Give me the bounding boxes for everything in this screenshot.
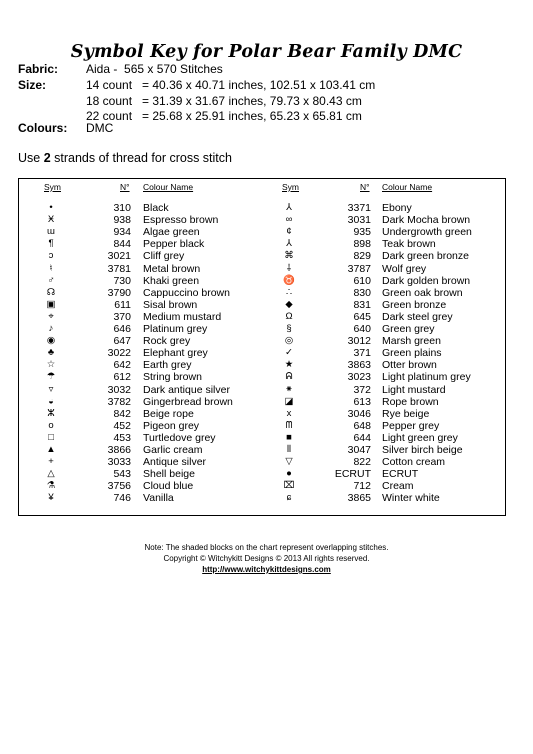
thread-number: 543: [113, 468, 131, 481]
colour-name: Dark Mocha brown: [382, 214, 471, 227]
colour-name: Turtledove grey: [143, 431, 216, 444]
colour-name: Gingerbread brown: [143, 395, 233, 408]
thread-number: 3866: [107, 444, 131, 456]
colour-name: ECRUT: [382, 468, 419, 481]
info-value: 22 count = 25.68 x 25.91 inches, 65.23 x 65.81 cm: [86, 109, 362, 123]
stitch-symbol: ⸸: [286, 262, 292, 274]
thread-number: 830: [353, 286, 371, 299]
table-row: [19, 263, 507, 275]
thread-number: 730: [113, 274, 131, 287]
colour-name: Winter white: [382, 492, 440, 505]
stitch-symbol: ◪: [284, 395, 294, 407]
thread-number: 3031: [347, 214, 371, 227]
strands-instruction: [18, 151, 232, 165]
header-name-right: Colour Name: [382, 182, 433, 192]
thread-number: 3046: [347, 407, 371, 420]
colour-name: Marsh green: [382, 335, 441, 348]
header-num-right: N°: [360, 182, 370, 192]
colour-name: Elephant grey: [143, 347, 208, 360]
colour-name: Cotton cream: [382, 456, 446, 469]
colour-name: Rock grey: [143, 335, 191, 348]
colour-name: Vanilla: [143, 492, 174, 505]
thread-number: 829: [353, 250, 371, 263]
colour-name: Ebony: [382, 202, 412, 214]
colour-name: Light mustard: [382, 383, 446, 396]
stitch-symbol: Ω: [285, 310, 293, 322]
stitch-symbol: ⵣ: [47, 407, 55, 419]
colour-name: Metal brown: [143, 262, 201, 275]
use-suffix: strands of thread for cross stitch: [50, 151, 232, 165]
thread-number: 370: [113, 310, 131, 323]
colour-name: Teak brown: [382, 238, 436, 251]
table-row: [19, 384, 507, 396]
colour-name: Dark steel grey: [382, 310, 453, 323]
colour-name: Pepper black: [143, 238, 205, 251]
thread-number: 610: [353, 274, 371, 287]
header-name-left: Colour Name: [143, 182, 194, 192]
colour-name: Shell beige: [143, 468, 195, 481]
website-link[interactable]: http://www.witchykittdesigns.com: [202, 565, 331, 574]
table-row: [19, 396, 507, 408]
thread-number: 831: [353, 298, 371, 311]
table-row: [19, 444, 507, 456]
colour-name: Wolf grey: [382, 262, 427, 275]
colour-name: Antique silver: [143, 456, 207, 469]
stitch-symbol: ∴: [285, 286, 293, 298]
stitch-symbol: □: [48, 431, 54, 443]
thread-number: 647: [113, 335, 131, 348]
stitch-symbol: ♮: [49, 262, 53, 274]
stitch-symbol: ⅄: [286, 238, 292, 250]
info-value: 18 count = 31.39 x 31.67 inches, 79.73 x 80.43 cm: [86, 93, 362, 108]
table-row: [19, 359, 507, 371]
stitch-symbol: ↄ: [48, 250, 54, 262]
stitch-symbol: ᕱ: [285, 371, 293, 383]
colour-name: Light green grey: [382, 431, 458, 444]
table-row: [19, 299, 507, 311]
stitch-symbol: ¥: [48, 492, 54, 504]
stitch-symbol: ▿: [48, 383, 54, 395]
colour-name: String brown: [143, 371, 202, 384]
stitch-symbol: ɕ: [286, 492, 292, 504]
colour-name: Rope brown: [382, 395, 439, 408]
thread-number: 3782: [107, 395, 131, 408]
stitch-symbol: ♣: [47, 347, 55, 359]
colour-name: Platinum grey: [143, 323, 208, 335]
stitch-symbol: o: [48, 419, 54, 431]
colour-name: Silver birch beige: [382, 444, 463, 456]
stitch-symbol: +: [48, 456, 54, 468]
table-row: [19, 275, 507, 287]
stitch-symbol: ◆: [285, 298, 293, 310]
thread-number: ECRUT: [334, 468, 371, 481]
table-row: [19, 226, 507, 238]
thread-number: 648: [353, 419, 371, 432]
table-row: [19, 456, 507, 468]
thread-number: 3371: [347, 202, 371, 214]
thread-number: 3021: [107, 250, 131, 263]
table-row: [19, 371, 507, 383]
colour-name: Green grey: [382, 323, 435, 335]
thread-number: 822: [353, 456, 371, 469]
stitch-symbol: ◎: [284, 335, 294, 347]
stitch-symbol: ᗰ: [285, 419, 293, 431]
colour-name: Pigeon grey: [143, 419, 200, 432]
stitch-symbol: Ӿ: [47, 214, 55, 226]
thread-number: 3790: [107, 286, 131, 299]
stitch-symbol: ¢: [286, 226, 292, 238]
stitch-symbol: ⚗: [46, 480, 56, 492]
colour-name: Green bronze: [382, 298, 447, 311]
thread-number: 938: [113, 214, 131, 227]
stitch-symbol: ♉: [283, 274, 295, 286]
thread-number: 310: [113, 202, 131, 214]
colour-name: Green plains: [382, 347, 442, 360]
stitch-symbol: ¶: [48, 238, 54, 250]
colour-name: Black: [143, 202, 169, 214]
colour-name: Dark antique silver: [143, 383, 230, 396]
info-value: 14 count = 40.36 x 40.71 inches, 102.51 x 103.41 cm: [86, 78, 376, 92]
stitch-symbol: ♂: [47, 274, 55, 286]
table-row: [19, 250, 507, 262]
colour-name: Medium mustard: [143, 310, 222, 323]
colour-name: Cloud blue: [143, 480, 194, 493]
stitch-symbol: ✓: [285, 347, 293, 359]
thread-number: 3865: [347, 492, 371, 505]
thread-number: 642: [113, 359, 131, 372]
thread-number: 3787: [347, 262, 371, 275]
stitch-symbol: ɯ: [47, 226, 55, 238]
stitch-symbol: ⁕: [285, 383, 293, 395]
stitch-symbol: ⌘: [284, 250, 294, 262]
thread-number: 844: [113, 238, 131, 251]
stitch-symbol: •: [49, 202, 53, 213]
colour-name: Garlic cream: [143, 444, 203, 456]
table-row: [19, 287, 507, 299]
colour-name: Earth grey: [143, 359, 192, 372]
thread-number: 712: [353, 480, 371, 493]
thread-number: 452: [113, 419, 131, 432]
header-sym-left: Sym: [44, 182, 61, 192]
stitch-symbol: ■: [286, 431, 292, 443]
thread-number: 612: [113, 371, 131, 384]
colour-name: Cliff grey: [143, 250, 185, 263]
stitch-symbol: ⅄: [286, 202, 292, 213]
table-row: [19, 335, 507, 347]
thread-number: 646: [113, 323, 131, 335]
info-value: Aida - 565 x 570 Stitches: [86, 62, 223, 76]
stitch-symbol: ∞: [285, 214, 293, 226]
stitch-symbol: ☂: [46, 371, 56, 383]
colour-name: Dark green bronze: [382, 250, 469, 263]
stitch-symbol: ●: [286, 468, 292, 480]
colour-name: Undergrowth green: [382, 226, 472, 239]
thread-number: 3032: [107, 383, 131, 396]
colour-name: Cappuccino brown: [143, 286, 230, 299]
stitch-symbol: ◉: [46, 335, 56, 347]
table-row: [19, 347, 507, 359]
header-num-left: N°: [120, 182, 130, 192]
stitch-symbol: ☊: [46, 286, 56, 298]
table-row: [19, 202, 507, 214]
stitch-symbol: x: [286, 407, 292, 419]
info-label: Fabric:: [18, 62, 59, 76]
table-row: [19, 468, 507, 480]
header-sym-right: Sym: [282, 182, 299, 192]
thread-number: 3022: [107, 347, 131, 360]
stitch-symbol: ▣: [46, 298, 56, 310]
thread-number: 644: [353, 431, 371, 444]
thread-number: 611: [114, 298, 131, 311]
thread-number: 3012: [347, 335, 371, 348]
thread-number: 3033: [107, 456, 131, 469]
stitch-symbol: ⌧: [283, 480, 295, 492]
info-label: Size:: [18, 78, 47, 92]
symbol-key-table: [18, 178, 506, 516]
use-prefix: Use: [18, 151, 44, 165]
table-row: [19, 432, 507, 444]
thread-number: 935: [353, 226, 371, 239]
table-row: [19, 323, 507, 335]
thread-number: 371: [353, 347, 371, 360]
stitch-symbol: ♪: [48, 323, 54, 334]
table-row: [19, 480, 507, 492]
info-label: Colours:: [18, 121, 68, 135]
colour-name: Dark golden brown: [382, 274, 471, 287]
thread-number: 3756: [107, 480, 131, 493]
thread-number: 645: [353, 310, 371, 323]
thread-number: 372: [353, 383, 371, 396]
thread-number: 613: [353, 395, 371, 408]
stitch-symbol: ▽: [285, 456, 293, 468]
thread-number: 3863: [347, 359, 371, 372]
thread-number: 842: [113, 407, 131, 420]
info-value: DMC: [86, 121, 114, 135]
colour-name: Sisal brown: [143, 298, 198, 311]
thread-number: 640: [353, 323, 371, 335]
colour-name: Beige rope: [143, 407, 194, 420]
stitch-symbol: ⌖: [48, 310, 54, 322]
stitch-symbol: ▲: [46, 444, 56, 455]
table-row: [19, 408, 507, 420]
colour-name: Rye beige: [382, 407, 430, 420]
stitch-symbol: △: [47, 468, 55, 480]
colour-name: Khaki green: [143, 274, 200, 287]
stitch-symbol: ⫴: [287, 444, 291, 455]
strand-count: 2: [43, 151, 51, 165]
thread-number: 3781: [107, 262, 131, 275]
thread-number: 934: [113, 226, 131, 239]
colour-name: Light platinum grey: [382, 371, 471, 384]
table-row: [19, 420, 507, 432]
page-title: Symbol Key for Polar Bear Family DMC: [70, 42, 463, 62]
colour-name: Algae green: [143, 226, 200, 239]
thread-number: 898: [353, 238, 371, 251]
colour-name: Cream: [382, 480, 414, 493]
colour-name: Green oak brown: [382, 286, 463, 299]
thread-number: 3047: [347, 444, 371, 456]
colour-name: Otter brown: [382, 359, 437, 372]
thread-number: 746: [113, 492, 131, 505]
thread-number: 453: [113, 431, 131, 444]
colour-name: Pepper grey: [382, 419, 440, 432]
note-copyright: Copyright © Witchykitt Designs © 2013 All rights reserved.: [163, 554, 370, 563]
table-row: [19, 214, 507, 226]
table-row: [19, 238, 507, 250]
stitch-symbol: §: [286, 323, 292, 334]
stitch-symbol: ◒: [48, 395, 54, 407]
colour-name: Espresso brown: [143, 214, 219, 227]
table-row: [19, 311, 507, 323]
table-row: [19, 492, 507, 504]
stitch-symbol: ★: [284, 359, 294, 371]
stitch-symbol: ☆: [46, 359, 56, 371]
thread-number: 3023: [347, 371, 371, 384]
note-overlap: Note: The shaded blocks on the chart represent overlapping stitches.: [144, 543, 389, 552]
